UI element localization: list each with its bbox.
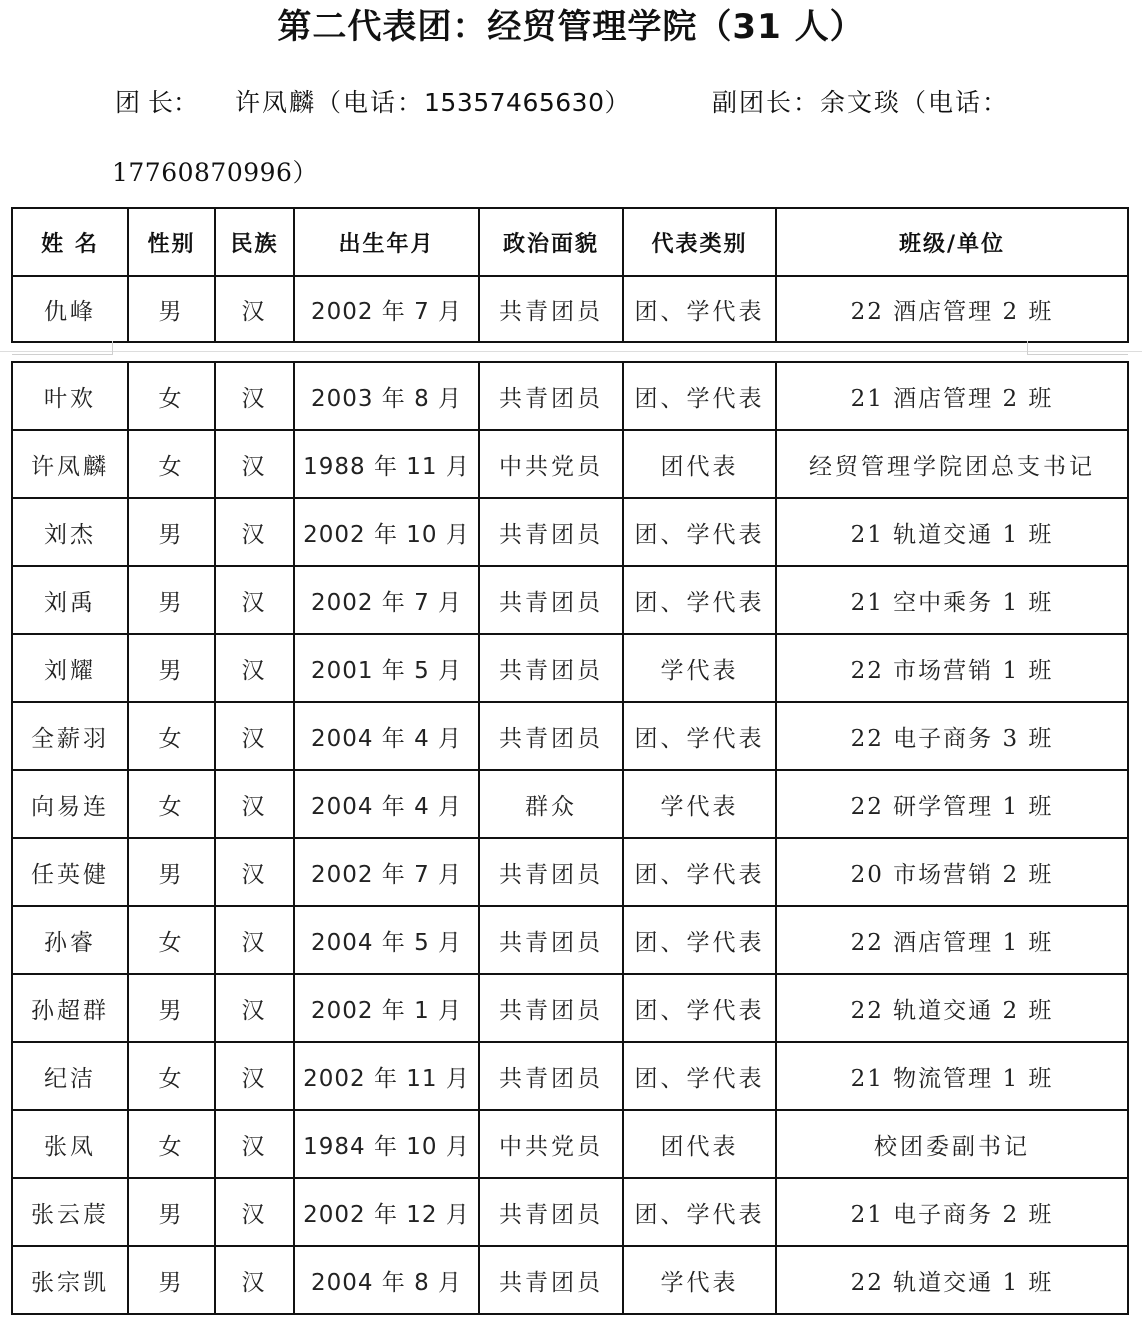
table-header-row (12, 208, 1128, 276)
cell-gender: 男 (128, 634, 215, 702)
cell-name: 许凤麟 (12, 430, 128, 498)
cell-ethnicity: 汉 (215, 362, 294, 430)
cell-ethnicity: 汉 (215, 838, 294, 906)
cell-gender: 女 (128, 702, 215, 770)
cell-name: 叶欢 (12, 362, 128, 430)
cell-gender: 男 (128, 276, 215, 342)
cell-class-unit: 22 酒店管理 1 班 (776, 906, 1128, 974)
cell-name: 向易连 (12, 770, 128, 838)
cell-political-status: 共青团员 (479, 1178, 623, 1246)
cell-ethnicity: 汉 (215, 906, 294, 974)
cell-birth: 1984 年 10 月 (294, 1110, 479, 1178)
cell-name: 纪洁 (12, 1042, 128, 1110)
cell-class-unit: 22 研学管理 1 班 (776, 770, 1128, 838)
cell-political-status: 共青团员 (479, 702, 623, 770)
cell-ethnicity: 汉 (215, 1246, 294, 1314)
cell-name: 刘杰 (12, 498, 128, 566)
header-delegate-category: 代表类别 (623, 208, 776, 276)
cell-delegate-category: 团、学代表 (623, 838, 776, 906)
cell-class-unit: 21 轨道交通 1 班 (776, 498, 1128, 566)
page-break-divider (0, 351, 1142, 352)
deputy-leader-info: 副团长：余文琰（电话： (712, 88, 1010, 117)
header-birth: 出生年月 (294, 208, 479, 276)
cell-delegate-category: 团、学代表 (623, 702, 776, 770)
cell-political-status: 共青团员 (479, 838, 623, 906)
cell-gender: 女 (128, 770, 215, 838)
cell-class-unit: 21 空中乘务 1 班 (776, 566, 1128, 634)
header-ethnicity: 民族 (215, 208, 294, 276)
table-row (12, 430, 1128, 498)
table-row (12, 634, 1128, 702)
table-row (12, 906, 1128, 974)
cell-political-status: 中共党员 (479, 1110, 623, 1178)
cell-name: 任英健 (12, 838, 128, 906)
cell-birth: 2002 年 11 月 (294, 1042, 479, 1110)
cell-class-unit: 校团委副书记 (776, 1110, 1128, 1178)
cell-birth: 2002 年 7 月 (294, 838, 479, 906)
cell-birth: 2002 年 7 月 (294, 276, 479, 342)
cell-political-status: 共青团员 (479, 276, 623, 342)
table-row (12, 1110, 1128, 1178)
cell-ethnicity: 汉 (215, 702, 294, 770)
cell-ethnicity: 汉 (215, 974, 294, 1042)
cell-name: 仇峰 (12, 276, 128, 342)
cell-name: 刘禹 (12, 566, 128, 634)
cell-political-status: 中共党员 (479, 430, 623, 498)
cell-delegate-category: 学代表 (623, 634, 776, 702)
cell-birth: 2004 年 5 月 (294, 906, 479, 974)
cell-ethnicity: 汉 (215, 566, 294, 634)
cell-gender: 男 (128, 974, 215, 1042)
leader-name: 许凤麟（电话： (235, 88, 425, 117)
cell-class-unit: 22 市场营销 1 班 (776, 634, 1128, 702)
cell-delegate-category: 团代表 (623, 1110, 776, 1178)
leader-label: 团 长： (115, 88, 198, 117)
table-row (12, 770, 1128, 838)
cell-name: 孙睿 (12, 906, 128, 974)
cell-ethnicity: 汉 (215, 276, 294, 342)
cell-gender: 女 (128, 430, 215, 498)
cell-class-unit: 21 电子商务 2 班 (776, 1178, 1128, 1246)
cell-birth: 2004 年 4 月 (294, 702, 479, 770)
cell-ethnicity: 汉 (215, 1042, 294, 1110)
cell-birth: 2002 年 7 月 (294, 566, 479, 634)
cell-gender: 男 (128, 498, 215, 566)
cell-ethnicity: 汉 (215, 1110, 294, 1178)
cell-class-unit: 22 电子商务 3 班 (776, 702, 1128, 770)
cell-class-unit: 经贸管理学院团总支书记 (776, 430, 1128, 498)
cell-class-unit: 20 市场营销 2 班 (776, 838, 1128, 906)
cell-political-status: 共青团员 (479, 974, 623, 1042)
cell-political-status: 共青团员 (479, 362, 623, 430)
cell-name: 张凤 (12, 1110, 128, 1178)
cell-political-status: 共青团员 (479, 498, 623, 566)
table-row (12, 702, 1128, 770)
cell-birth: 2004 年 8 月 (294, 1246, 479, 1314)
cell-gender: 男 (128, 566, 215, 634)
cell-delegate-category: 团、学代表 (623, 498, 776, 566)
roster-table-page-1 (11, 207, 1129, 343)
cell-ethnicity: 汉 (215, 634, 294, 702)
cell-birth: 2002 年 12 月 (294, 1178, 479, 1246)
table-row (12, 362, 1128, 430)
cell-ethnicity: 汉 (215, 1178, 294, 1246)
cell-class-unit: 22 酒店管理 2 班 (776, 276, 1128, 342)
leader-phone: 15357465630） (424, 88, 630, 117)
table-row (12, 566, 1128, 634)
cell-name: 张云莀 (12, 1178, 128, 1246)
table-row (12, 1246, 1128, 1314)
cell-name: 孙超群 (12, 974, 128, 1042)
cell-delegate-category: 团、学代表 (623, 566, 776, 634)
cell-delegate-category: 团、学代表 (623, 974, 776, 1042)
cell-delegate-category: 团、学代表 (623, 362, 776, 430)
table-row (12, 276, 1128, 342)
header-gender: 性别 (128, 208, 215, 276)
cell-gender: 女 (128, 362, 215, 430)
cell-birth: 2004 年 4 月 (294, 770, 479, 838)
cell-gender: 男 (128, 1246, 215, 1314)
cell-political-status: 群众 (479, 770, 623, 838)
page-corner-mark-left (12, 341, 113, 355)
cell-ethnicity: 汉 (215, 498, 294, 566)
roster-table-page-2 (11, 361, 1129, 1315)
cell-birth: 2001 年 5 月 (294, 634, 479, 702)
cell-political-status: 共青团员 (479, 1042, 623, 1110)
cell-class-unit: 21 物流管理 1 班 (776, 1042, 1128, 1110)
cell-political-status: 共青团员 (479, 906, 623, 974)
cell-birth: 2002 年 1 月 (294, 974, 479, 1042)
cell-name: 全薪羽 (12, 702, 128, 770)
cell-gender: 女 (128, 1042, 215, 1110)
cell-birth: 1988 年 11 月 (294, 430, 479, 498)
cell-gender: 男 (128, 838, 215, 906)
cell-class-unit: 22 轨道交通 1 班 (776, 1246, 1128, 1314)
header-name: 姓 名 (12, 208, 128, 276)
table-row (12, 1178, 1128, 1246)
cell-class-unit: 22 轨道交通 2 班 (776, 974, 1128, 1042)
leader-info (235, 86, 630, 120)
table-row (12, 838, 1128, 906)
cell-gender: 女 (128, 1110, 215, 1178)
header-class-unit: 班级/单位 (776, 208, 1128, 276)
table-row (12, 498, 1128, 566)
cell-name: 张宗凯 (12, 1246, 128, 1314)
header-political-status: 政治面貌 (479, 208, 623, 276)
cell-political-status: 共青团员 (479, 566, 623, 634)
cell-delegate-category: 团、学代表 (623, 1178, 776, 1246)
cell-delegate-category: 学代表 (623, 1246, 776, 1314)
cell-gender: 男 (128, 1178, 215, 1246)
document-title: 第二代表团：经贸管理学院（31 人） (277, 7, 865, 47)
cell-ethnicity: 汉 (215, 770, 294, 838)
cell-political-status: 共青团员 (479, 1246, 623, 1314)
cell-delegate-category: 团、学代表 (623, 1042, 776, 1110)
cell-birth: 2003 年 8 月 (294, 362, 479, 430)
cell-political-status: 共青团员 (479, 634, 623, 702)
cell-delegate-category: 团、学代表 (623, 906, 776, 974)
cell-class-unit: 21 酒店管理 2 班 (776, 362, 1128, 430)
cell-delegate-category: 团、学代表 (623, 276, 776, 342)
table-row (12, 1042, 1128, 1110)
cell-birth: 2002 年 10 月 (294, 498, 479, 566)
cell-name: 刘耀 (12, 634, 128, 702)
table-row (12, 974, 1128, 1042)
cell-gender: 女 (128, 906, 215, 974)
cell-ethnicity: 汉 (215, 430, 294, 498)
deputy-leader-phone: 17760870996） (112, 158, 318, 187)
page-corner-mark-right (1027, 341, 1128, 355)
cell-delegate-category: 学代表 (623, 770, 776, 838)
cell-delegate-category: 团代表 (623, 430, 776, 498)
